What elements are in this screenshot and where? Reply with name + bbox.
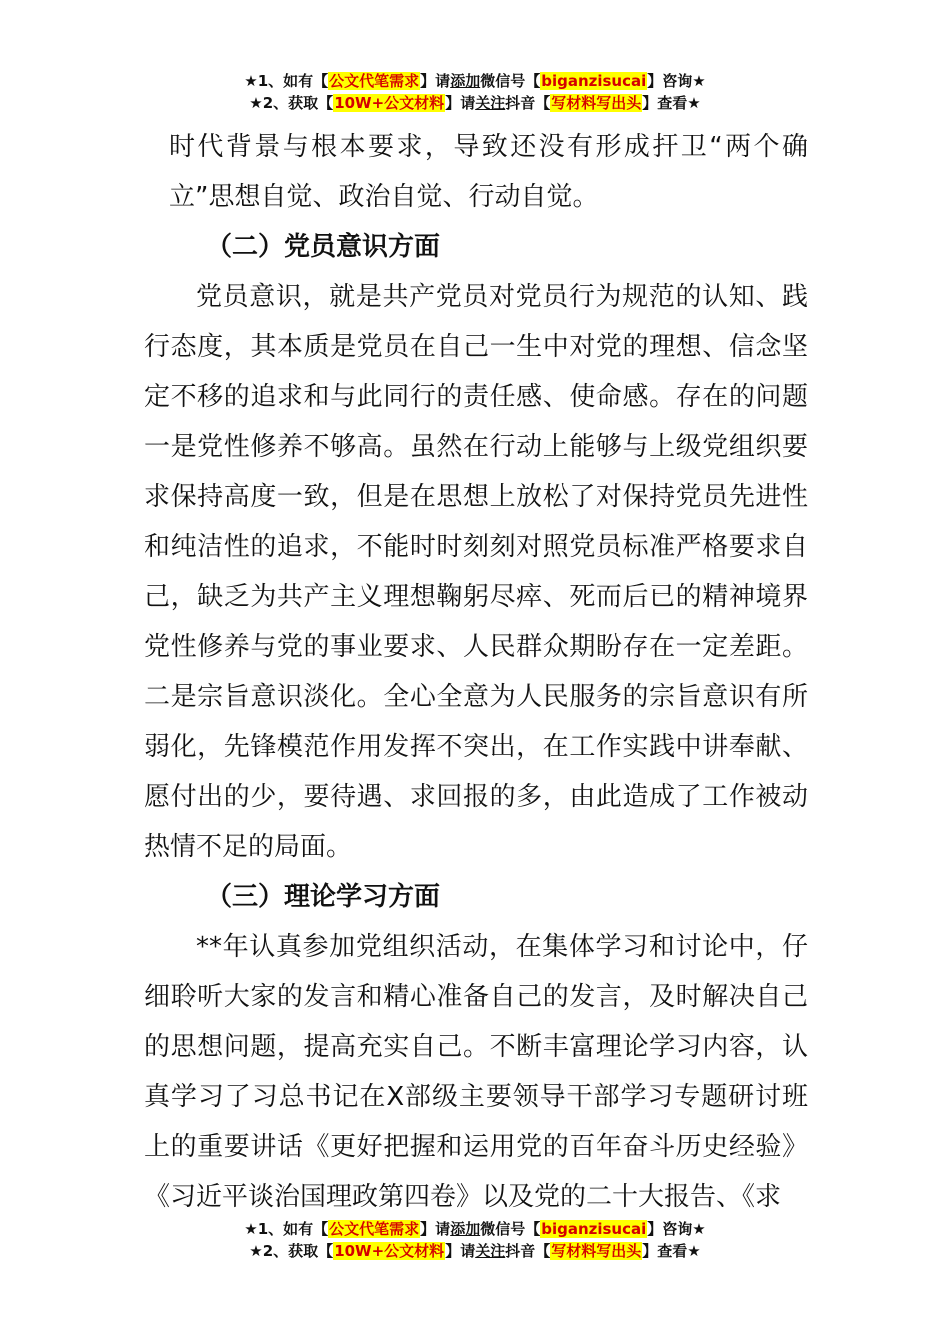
section-heading-3: （三）理论学习方面 xyxy=(206,882,441,912)
banner-highlight: 公文代笔需求 xyxy=(329,1220,420,1238)
banner-text: 抖音【 xyxy=(505,94,551,112)
banner-text: ★1、如有【 xyxy=(244,1220,329,1238)
banner-line-1 xyxy=(0,1218,950,1240)
banner-wechat-id: biganzisucai xyxy=(541,72,647,90)
banner-underlined: 添加 xyxy=(450,72,481,90)
banner-text: 微信号【 xyxy=(480,72,541,90)
paragraph-continued: 时代背景与根本要求，导致还没有形成扞卫“两个确立”思想自觉、政治自觉、行动自觉。 xyxy=(169,132,808,212)
banner-text: 抖音【 xyxy=(505,1242,551,1260)
banner-underlined: 关注 xyxy=(475,1242,506,1260)
banner-text: 】查看★ xyxy=(642,1242,701,1260)
banner-text: 】请 xyxy=(445,1242,476,1260)
footer-banner xyxy=(0,1218,950,1262)
banner-text: ★1、如有【 xyxy=(244,72,329,90)
section-heading-2: （二）党员意识方面 xyxy=(206,232,441,262)
banner-highlight: 10W+公文材料 xyxy=(334,1242,445,1260)
banner-text: 】查看★ xyxy=(642,94,701,112)
banner-line-1 xyxy=(0,70,950,92)
paragraph-theory-study: **年认真参加党组织活动，在集体学习和讨论中，仔细聆听大家的发言和精心准备自己的发言，及时解决自己的思想问题，提高充实自己。不断丰富理论学习内容，认真学习了习总书记在X部级主要领导干部学习专题研讨班上的重要讲话《更好把握和运用党的百年奋斗历史经验》《习近平谈治国理政第四卷》以及党的二十大报告、《求 xyxy=(144,932,808,1212)
banner-text: 】咨询★ xyxy=(647,1220,706,1238)
banner-underlined: 添加 xyxy=(450,1220,481,1238)
banner-text: 】咨询★ xyxy=(647,72,706,90)
banner-douyin-id: 写材料写出头 xyxy=(551,94,642,112)
paragraph-party-awareness: 党员意识，就是共产党员对党员行为规范的认知、践行态度，其本质是党员在自己一生中对党的理想、信念坚定不移的追求和与此同行的责任感、使命感。存在的问题一是党性修养不够高。虽然在行动上能够与上级党组织要求保持高度一致，但是在思想上放松了对保持党员先进性和纯洁性的追求，不能时时刻刻对照党员标准严格要求自己，缺乏为共产主义理想鞠躬尽瘁、死而后已的精神境界党性修养与党的事业要求、人民群众期盼存在一定差距。二是宗旨意识淡化。全心全意为人民服务的宗旨意识有所弱化，先锋模范作用发挥不突出，在工作实践中讲奉献、愿付出的少，要待遇、求回报的多，由此造成了工作被动热情不足的局面。 xyxy=(144,282,808,862)
banner-highlight: 10W+公文材料 xyxy=(334,94,445,112)
banner-douyin-id: 写材料写出头 xyxy=(551,1242,642,1260)
document-body xyxy=(144,122,808,1222)
banner-wechat-id: biganzisucai xyxy=(541,1220,647,1238)
banner-line-2 xyxy=(0,1240,950,1262)
banner-text: 】请 xyxy=(420,72,451,90)
banner-text: 】请 xyxy=(445,94,476,112)
banner-line-2 xyxy=(0,92,950,114)
banner-underlined: 关注 xyxy=(475,94,506,112)
banner-text: ★2、获取【 xyxy=(249,94,334,112)
banner-highlight: 公文代笔需求 xyxy=(329,72,420,90)
header-banner xyxy=(0,70,950,114)
banner-text: 】请 xyxy=(420,1220,451,1238)
banner-text: 微信号【 xyxy=(480,1220,541,1238)
banner-text: ★2、获取【 xyxy=(249,1242,334,1260)
